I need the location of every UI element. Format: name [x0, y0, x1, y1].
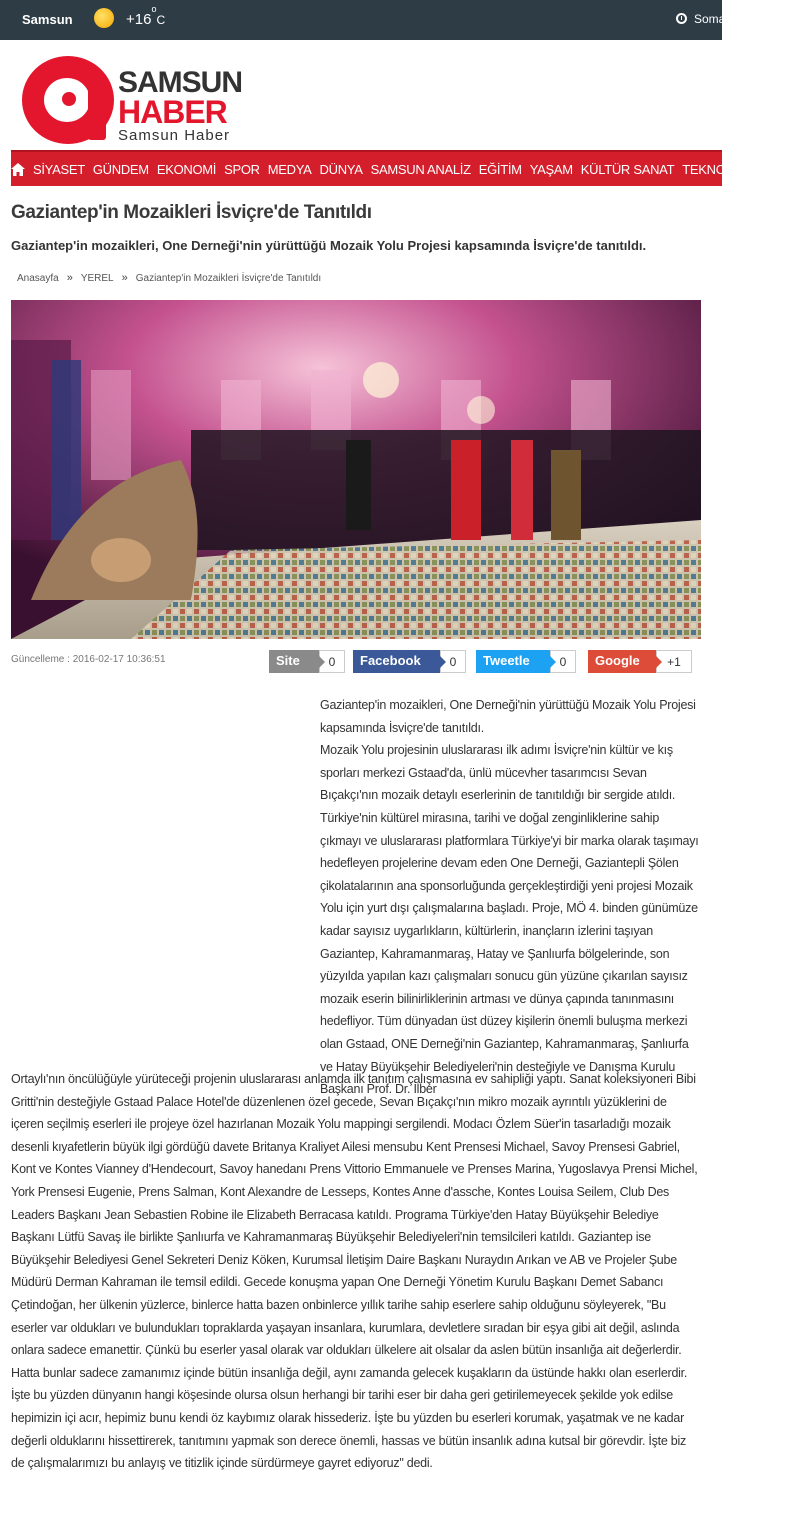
breadcrumb-category[interactable]: YEREL — [80, 272, 114, 284]
clock-icon — [676, 13, 687, 24]
temperature: $+16^oC$ — [126, 4, 166, 28]
breadcrumb-home[interactable]: Anasayfa — [17, 272, 59, 284]
nav-item-samsun-analiz[interactable]: SAMSUN ANALİZ — [370, 161, 471, 177]
share-facebook-count: 0 — [440, 650, 466, 673]
article-title: Gaziantep'in Mozaikleri İsviçre'de Tanıtıldı — [11, 202, 372, 223]
article-image — [11, 300, 701, 639]
sun-icon — [94, 8, 114, 28]
nav-item-ekonomi[interactable]: EKONOMİ — [156, 161, 217, 177]
logo-line1: SAMSUN — [118, 66, 243, 99]
share-twitter-count: 0 — [550, 650, 576, 673]
breadcrumb-separator-icon: » — [66, 272, 73, 284]
nav-item-yasam[interactable]: YAŞAM — [529, 161, 573, 177]
breadcrumb-separator-icon: » — [121, 272, 128, 284]
top-right-link[interactable]: Soma — [694, 12, 726, 26]
share-google-button[interactable] — [588, 650, 692, 673]
site-logo[interactable] — [22, 56, 252, 146]
article-spot: Gaziantep'in mozaikleri, One Derneği'nin yürüttüğü Mozaik Yolu Projesi kapsamında İsviçre'de tanıtıldı. — [11, 238, 647, 253]
breadcrumb — [17, 272, 321, 284]
share-site-count: 0 — [319, 650, 345, 673]
share-facebook-label: Facebook — [353, 650, 440, 673]
nav-item-gundem[interactable]: GÜNDEM — [92, 161, 149, 177]
article-body-bottom — [11, 1068, 701, 1475]
nav-item-dunya[interactable]: DÜNYA — [319, 161, 363, 177]
share-site-button[interactable] — [269, 650, 345, 673]
nav-item-cevre[interactable]: ÇEVRE — [759, 161, 804, 177]
article-body-paragraph: Ortaylı'nın öncülüğüyle yürüteceği projenin uluslararası anlamda ilk tanıtım çalışmasına ev sahipliği yaptı. Sanat koleksiyoneri Bibi Gritti'nin desteğiyle Gstaad Palace Hotel'de düzenlenen özel gecede, Sevan Bıçakçı'nın mikro mozaik ayrıntılı yüzüklerini de içeren seçilmiş eserleri ile projeye özel hazırlanan Mozaik Yolu mappingi sergilendi. Modacı Özlem Süer'in tasarladığı mozaik desenli kıyafetlerin büyük ilgi gördüğü davete Britanya Kraliyet Ailesi mensubu Kent Prensesi Michael, Savoy Prensesi Gabriel, Kont ve Kontes Vianney d'Hendecourt, Savoy hanedanı Prens Vittorio Emmanuele ve Prenses Marina, Yugoslavya Prensi Michel, York Prensesi Eugenie, Prens Salman, Kont Alexandre de Lesseps, Kontes Anne d'assche, Kontes Louisa Seilem, Club Des Leaders Başkanı Jean Sebastien Robine ile Elizabeth Berracasa katıldı. Programa Türkiye'den Hatay Büyükşehir Belediye Başkanı Lütfü Savaş ile birlikte Şanlıurfa ve Kahramanmaraş Büyükşehir Belediyeleri'nin temsilcileri katıldı. Gaziantep ise Büyükşehir Belediyesi Genel Sekreteri Deniz Köken, Kurumsal İletişim Daire Başkanı Nuraydın Arıkan ve AB ve Projeler Şube Müdürü Derman Kahraman ile temsil edildi. Gecede konuşma yapan One Derneği Yönetim Kurulu Başkanı Demet Sabancı Çetindoğan, her ülkenin yüzlerce, binlerce hatta bazen onbinlerce yıllık tarihe sahip eserlere sahip olduğunu söyleyerek, "Bu eserler var oldukları ve bulundukları topraklarda yaşayan insanlara, kurumlara, devletlere sıradan bir eşya gibi ait değil, aslında onlara sadece emanettir. Çünkü bu eserler yasal olarak var oldukları ülkelere ait olsalar da aslen bütün insanlığa ait değerlerdir. Hatta bunlar sadece zamanımız içinde bütün insanlığa değil, aynı zamanda gelecek kuşakların da üstünde hakkı olan eserlerdir. İşte bu yüzden dünyanın hangi köşesinde olursa olsun herhangi bir tarihi eser bir daha geri getirilemeyecek şekilde yok edilse hepimizin içi acır, hepimiz bunu kendi öz kaybımız olarak hissederiz. İşte bu yüzden bu eserleri korumak, yaşatmak ve ne kadar değerli olduklarını hissettirerek, tanıtımını yapmak son derece önemli, hassas ve bütün insanlık adına kutsal bir görevdir. İşte biz de çalışmalarımızı bu anlayış ve titizlik içinde sürdürmeye gayret ediyoruz" dedi. — [11, 1072, 698, 1471]
main-nav — [11, 150, 804, 186]
share-twitter-label: Tweetle — [476, 650, 550, 673]
nav-item-teknoloji[interactable]: TEKNOLOJİ — [682, 161, 752, 177]
logo-mark-stem — [88, 82, 106, 140]
article-body-top — [320, 694, 700, 1101]
nav-item-egitim[interactable]: EĞİTİM — [478, 161, 522, 177]
share-google-count: +1 — [656, 650, 692, 673]
nav-item-medya[interactable]: MEDYA — [267, 161, 312, 177]
nav-item-spor[interactable]: SPOR — [224, 161, 260, 177]
nav-item-kultur-sanat[interactable]: KÜLTÜR SANAT — [580, 161, 675, 177]
share-twitter-button[interactable] — [476, 650, 576, 673]
home-icon[interactable] — [11, 154, 25, 184]
updated-timestamp: Güncelleme : 2016-02-17 10:36:51 — [11, 654, 166, 665]
top-bar — [0, 0, 726, 40]
logo-line3: Samsun Haber — [118, 127, 231, 144]
city-name: Samsun — [22, 12, 73, 27]
nav-item-siyaset[interactable]: SİYASET — [33, 161, 85, 177]
share-site-label: Site — [269, 650, 319, 673]
logo-line2: HABER — [118, 94, 227, 130]
share-google-label: Google — [588, 650, 656, 673]
share-facebook-button[interactable] — [353, 650, 466, 673]
article-body-paragraph: Gaziantep'in mozaikleri, One Derneği'nin yürüttüğü Mozaik Yolu Projesi kapsamında İsviçre'de tanıtıldı. Mozaik Yolu projesinin uluslararası ilk adımı İsviçre'nin kültür ve kış sporları merkezi Gstaad'da, ünlü mücevher tasarımcısı Sevan Bıçakçı'nın mozaik detaylı eserlerinin de tanıtıldığı bir sergide atıldı. Türkiye'nin kültürel mirasına, tarihi ve doğal zenginliklerine sahip çıkmayı ve uluslararası platformlara Türkiye'yi bir marka olarak taşımayı hedefleyen projelerine devam eden One Derneği, Gaziantepli Şölen çikolatalarının ana sponsorluğunda gerçekleştirdiği yeni projesi Mozaik Yolu için yurt dışı çalışmalarına başladı. Proje, MÖ 4. binden günümüze kadar sayısız uygarlıkların, kültürlerin, inançların izlerini taşıyan Gaziantep, Kahramanmaraş, Hatay ve Şanlıurfa bölgelerinde, son yüzyılda yapılan kazı çalışmaları sonucu gün yüzüne çıkarılan sayısız mozaik eserin bilinirliklerinin artması ve dünya çapında tanınmasını hedefliyor. Tüm dünyadan üst düzey kişilerin önemli buluşma merkezi olan Gstaad, ONE Derneği'nin Gaziantep, Kahramanmaraş, Şanlıurfa ve Hatay Büyükşehir Belediyeleri'nin desteğiyle ve Danışma Kurulu Başkanı Prof. Dr. İlber — [320, 698, 699, 1097]
breadcrumb-current: Gaziantep'in Mozaikleri İsviçre'de Tanıtıldı — [135, 272, 322, 284]
